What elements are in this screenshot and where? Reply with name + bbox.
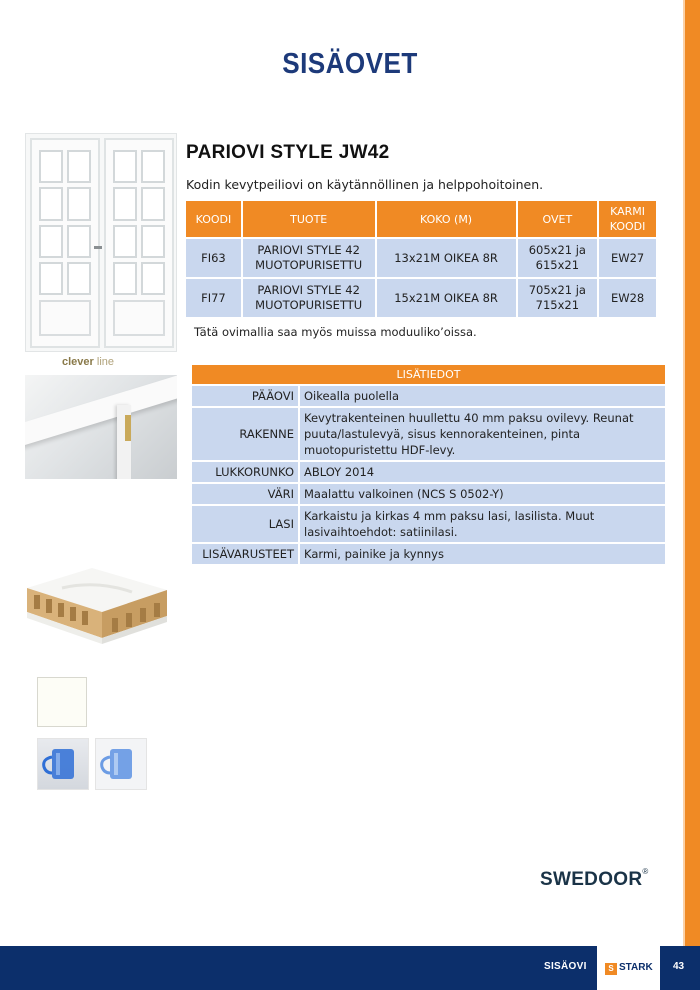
cell-ovet: 605x21 ja 615x21 — [518, 239, 598, 277]
table-row — [192, 544, 665, 564]
info-table-header: LISÄTIEDOT — [192, 365, 665, 384]
spec-table — [184, 199, 658, 319]
cell-ovet: 705x21 ja 715x21 — [518, 279, 598, 317]
info-key: LISÄVARUSTEET — [192, 544, 300, 564]
clever-line-logo: clever line — [62, 356, 114, 368]
info-value: Karkaistu ja kirkas 4 mm paksu lasi, lasilista. Muut lasivaihtoehdot: satiinilasi. — [300, 506, 665, 542]
cell-koodi: FI77 — [186, 279, 241, 317]
col-koko: KOKO (M) — [377, 201, 516, 237]
info-key: LUKKORUNKO — [192, 462, 300, 482]
info-value: Karmi, painike ja kynnys — [300, 544, 665, 564]
col-ovet: OVET — [518, 201, 598, 237]
table-row — [186, 239, 656, 277]
satin-glass-sample — [95, 738, 147, 790]
frame-detail-image — [25, 375, 177, 479]
info-key: LASI — [192, 506, 300, 542]
clear-glass-sample — [37, 738, 89, 790]
cell-koodi: FI63 — [186, 239, 241, 277]
honeycomb-core-image — [22, 560, 172, 660]
door-product-image — [25, 133, 177, 352]
white-color-swatch — [37, 677, 87, 727]
col-karmi-koodi: KARMI KOODI — [599, 201, 656, 237]
product-title: PARIOVI STYLE JW42 — [186, 142, 390, 163]
blue-glass-mug-icon — [38, 739, 88, 789]
info-value: Oikealla puolella — [300, 386, 665, 406]
swedoor-logo: SWEDOOR® — [540, 866, 649, 890]
side-accent-stripe — [684, 0, 700, 946]
cell-koko: 13x21M OIKEA 8R — [377, 239, 516, 277]
info-table — [192, 363, 665, 566]
page-number: 43 — [673, 961, 685, 972]
page-title: SISÄOVET — [282, 48, 418, 80]
door-leaf-left — [30, 138, 100, 348]
col-tuote: TUOTE — [243, 201, 375, 237]
door-leaf-right — [104, 138, 174, 348]
table-row — [192, 506, 665, 542]
info-key: RAKENNE — [192, 408, 300, 460]
cell-koko: 15x21M OIKEA 8R — [377, 279, 516, 317]
footer-section-label: SISÄOVI — [544, 961, 587, 972]
page-footer — [0, 946, 700, 990]
product-description: Kodin kevytpeiliovi on käytännöllinen ja helppohoitoinen. — [186, 177, 544, 192]
spec-table-header — [186, 201, 656, 237]
info-key: VÄRI — [192, 484, 300, 504]
info-value: Kevytrakenteinen huullettu 40 mm paksu ovilevy. Reunat puuta/lastulevyä, sisus kennorakenteinen, pinta muotopuristettu HDF-levy. — [300, 408, 665, 460]
stark-icon: S — [605, 963, 617, 975]
cell-tuote: PARIOVI STYLE 42 MUOTOPURISETTU — [243, 279, 375, 317]
info-value: Maalattu valkoinen (NCS S 0502-Y) — [300, 484, 665, 504]
stark-logo: S STARK — [597, 946, 660, 990]
cell-karmi: EW28 — [599, 279, 656, 317]
cell-tuote: PARIOVI STYLE 42 MUOTOPURISETTU — [243, 239, 375, 277]
info-key: PÄÄOVI — [192, 386, 300, 406]
info-value: ABLOY 2014 — [300, 462, 665, 482]
table-row — [192, 386, 665, 406]
table-row — [192, 484, 665, 504]
table-row — [186, 279, 656, 317]
col-koodi: KOODI — [186, 201, 241, 237]
table-row — [192, 408, 665, 460]
cell-karmi: EW27 — [599, 239, 656, 277]
module-size-note: Tätä ovimallia saa myös muissa moduuliko’oissa. — [194, 325, 477, 339]
table-row — [192, 462, 665, 482]
blue-glass-mug-icon — [96, 739, 146, 789]
